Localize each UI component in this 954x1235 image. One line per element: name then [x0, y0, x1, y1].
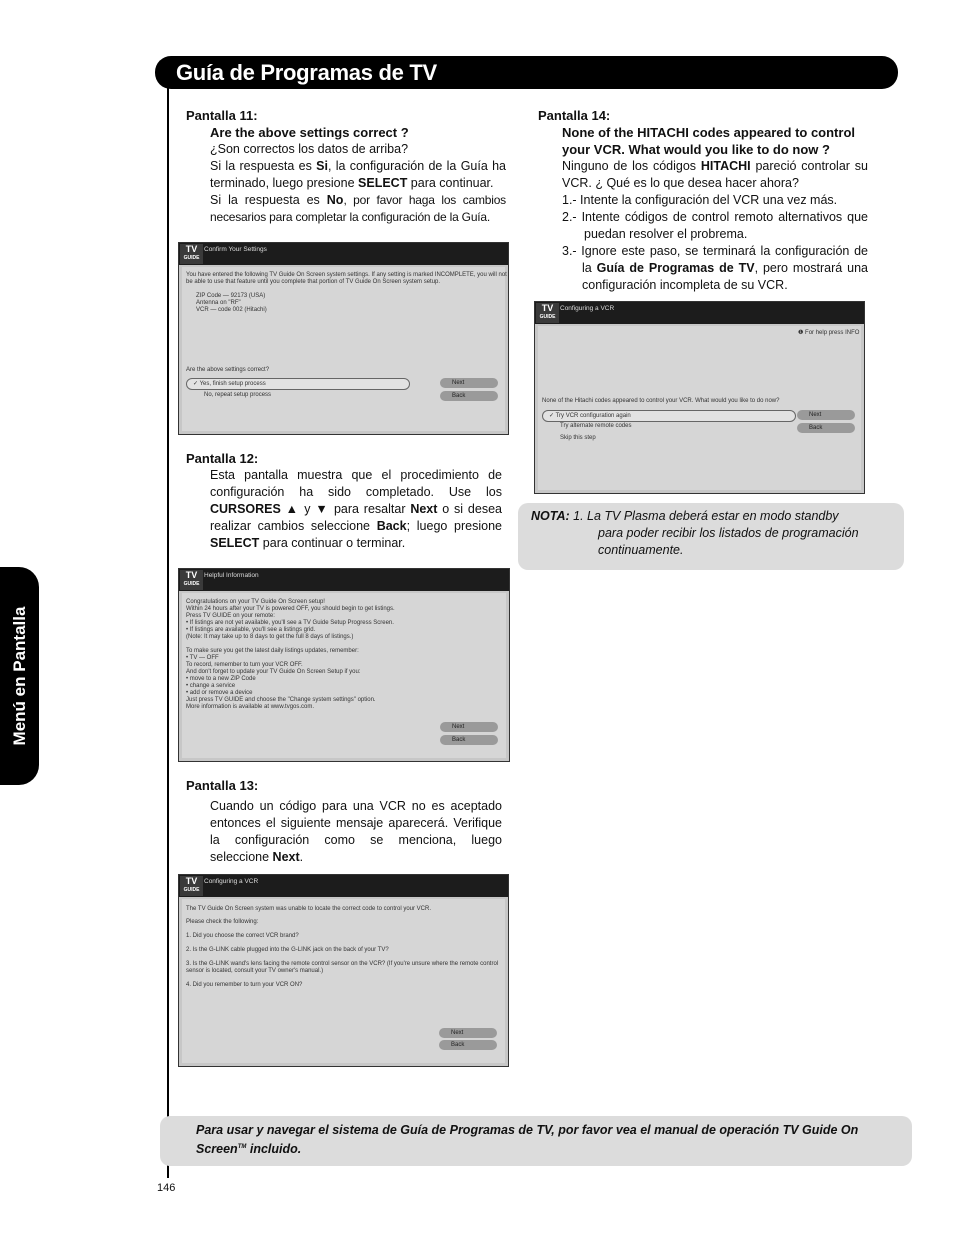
screen-text: To record, remember to turn your VCR OFF. — [186, 662, 303, 668]
screen-text: 3. Is the G-LINK wand's lens facing the remote control sensor on the VCR? (If you're unsure where the remote control — [186, 961, 499, 967]
page-number: 146 — [157, 1182, 176, 1194]
screen-text: To make sure you get the latest daily listings updates, remember: — [186, 648, 359, 654]
back-button[interactable]: Back — [440, 391, 498, 401]
bottom-note-line-2: Screen™ incluido. — [196, 1142, 302, 1156]
pantalla-11-question-en: Are the above settings correct ? — [210, 125, 409, 140]
next-button[interactable]: Next — [797, 410, 855, 420]
note-line-1: NOTA: 1. La TV Plasma deberá estar en modo standby — [531, 509, 839, 523]
screen-text: And don't forget to update your TV Guide On Screen Setup if you: — [186, 669, 361, 675]
screen-question: None of the Hitachi codes appeared to control your VCR. What would you like to do now? — [542, 398, 780, 404]
tv-guide-logo: TV GUIDE — [180, 570, 203, 590]
screen-title: Configuring a VCR — [204, 878, 259, 885]
screen-text: • change a service — [186, 683, 236, 689]
pantalla-11-text — [210, 124, 506, 226]
screen-text: 1. Did you choose the correct VCR brand? — [186, 933, 299, 939]
note-line-3: continuamente. — [598, 543, 684, 557]
pantalla-11-question-es: ¿Son correctos los datos de arriba? — [210, 142, 409, 156]
tv-guide-logo: TV GUIDE — [180, 244, 203, 264]
screen-text: be able to use that feature until you complete that portion of TV Guide On Screen system setup. — [186, 279, 441, 285]
pantalla-12-text: Esta pantalla muestra que el procedimiento de configuración ha sido completado. Use los CURSORES ▲ y ▼ para resaltar Next o si desea realizar cambios seleccione Back; luego presione SELECT para continuar o terminar. — [210, 468, 503, 550]
option-yes[interactable]: ✓ Yes, finish setup process — [186, 378, 410, 390]
option-skip[interactable]: Skip this step — [560, 435, 596, 441]
back-button[interactable]: Back — [439, 1040, 497, 1050]
screen-text: (Note: It may take up to 8 days to get the full 8 days of listings.) — [186, 634, 354, 640]
option-try-again[interactable]: ✓ Try VCR configuration again — [542, 410, 796, 422]
next-button[interactable]: Next — [439, 1028, 497, 1038]
screen-text: • If listings are available, you'll see a listings grid. — [186, 627, 316, 633]
screen-text: • TV — OFF — [186, 655, 219, 661]
vertical-rule — [167, 88, 169, 1118]
pantalla-14-question-es: Ninguno de los códigos HITACHI pareció controlar su VCR. ¿ Qué es lo que desea hacer ahora? — [562, 159, 868, 190]
page-title: Guía de Programas de TV — [176, 60, 437, 85]
option-no[interactable]: No, repeat setup process — [204, 392, 272, 398]
screenshot-configuring-vcr-check — [178, 874, 509, 1067]
screen-text: Please check the following: — [186, 919, 259, 925]
screen-text: VCR — code 002 (Hitachi) — [196, 307, 267, 313]
screen-text: Just press TV GUIDE and choose the "Change system settings" option. — [186, 697, 376, 703]
screen-text: Congratulations on your TV Guide On Screen setup! — [186, 599, 325, 605]
screen-title: Helpful Information — [204, 572, 259, 579]
screen-title: Confirm Your Settings — [204, 246, 267, 253]
screen-question: Are the above settings correct? — [186, 367, 270, 373]
pantalla-11-yes: Si la respuesta es Si, la configuración de la Guía ha terminado, luego presione SELECT para continuar. — [210, 159, 507, 190]
screenshot-helpful-information — [178, 568, 510, 762]
pantalla-11-no: Si la respuesta es No, por favor haga los cambios necesarios para completar la configuración de la Guía. — [210, 193, 506, 224]
screen-text: sensor is located, consult your TV owner's manual.) — [186, 968, 324, 974]
tv-guide-logo: TV GUIDE — [180, 876, 203, 896]
bottom-note-line-1: Para usar y navegar el sistema de Guía de Programas de TV, por favor vea el manual de operación TV Guide On — [196, 1123, 859, 1137]
screen-text: Press TV GUIDE on your remote: — [186, 613, 275, 619]
pantalla-14-item-3: 3.- Ignore este paso, se terminará la configuración de la Guía de Programas de TV, pero mostrará una configuración incompleta de su VCR. — [562, 244, 868, 292]
pantalla-13-text: Cuando un código para una VCR no es aceptado entonces el siguiente mensaje aparecerá. Verifique la configuración como se menciona, luego seleccione Next. — [210, 799, 502, 864]
screen-text: 2. Is the G-LINK cable plugged into the G-LINK jack on the back of your TV? — [186, 947, 389, 953]
screenshot-configuring-vcr-options — [534, 301, 865, 494]
pantalla-14-item-1: 1.- Intente la configuración del VCR una vez más. — [562, 193, 838, 207]
screen-text: • If listings are not yet available, you'll see a TV Guide Setup Progress Screen. — [186, 620, 394, 626]
option-alternate-codes[interactable]: Try alternate remote codes — [560, 423, 632, 429]
side-tab-label: Menú en Pantalla — [10, 606, 29, 746]
back-button[interactable]: Back — [797, 423, 855, 433]
screen-title: Configuring a VCR — [560, 305, 615, 312]
screen-text: ZIP Code — 92173 (USA) — [196, 293, 266, 299]
screen-text: • add or remove a device — [186, 690, 253, 696]
next-button[interactable]: Next — [440, 378, 498, 388]
next-button[interactable]: Next — [440, 722, 498, 732]
tv-guide-logo: TV GUIDE — [536, 303, 559, 323]
screen-text: 4. Did you remember to turn your VCR ON? — [186, 982, 303, 988]
vertical-rule-bottom — [167, 1164, 169, 1178]
screen-text: Antenna on "RF" — [196, 300, 241, 306]
screenshot-confirm-settings — [178, 242, 509, 435]
help-hint: ❶ For help press INFO — [798, 330, 860, 336]
pantalla-12-heading: Pantalla 12: — [186, 451, 259, 466]
note-line-2: para poder recibir los listados de programación — [598, 526, 859, 540]
pantalla-14-heading: Pantalla 14: — [538, 108, 611, 123]
pantalla-13-heading: Pantalla 13: — [186, 778, 259, 793]
pantalla-14-item-2: 2.- Intente códigos de control remoto alternativos que puedan resolver el probrema. — [562, 210, 868, 241]
pantalla-14-text — [562, 124, 868, 294]
back-button[interactable]: Back — [440, 735, 498, 745]
screen-text: Within 24 hours after your TV is powered OFF, you should begin to get listings. — [186, 606, 395, 612]
pantalla-14-question-en: None of the HITACHI codes appeared to control your VCR. What would you like to do now ? — [562, 125, 856, 157]
screen-text: More information is available at www.tvgos.com. — [186, 704, 315, 710]
screen-text: The TV Guide On Screen system was unable to locate the correct code to control your VCR. — [186, 906, 432, 912]
screen-text: You have entered the following TV Guide On Screen system settings. If any setting is marked INCOMPLETE, you will not — [186, 272, 507, 278]
screen-text: • move to a new ZIP Code — [186, 676, 256, 682]
pantalla-11-heading: Pantalla 11: — [186, 108, 258, 123]
